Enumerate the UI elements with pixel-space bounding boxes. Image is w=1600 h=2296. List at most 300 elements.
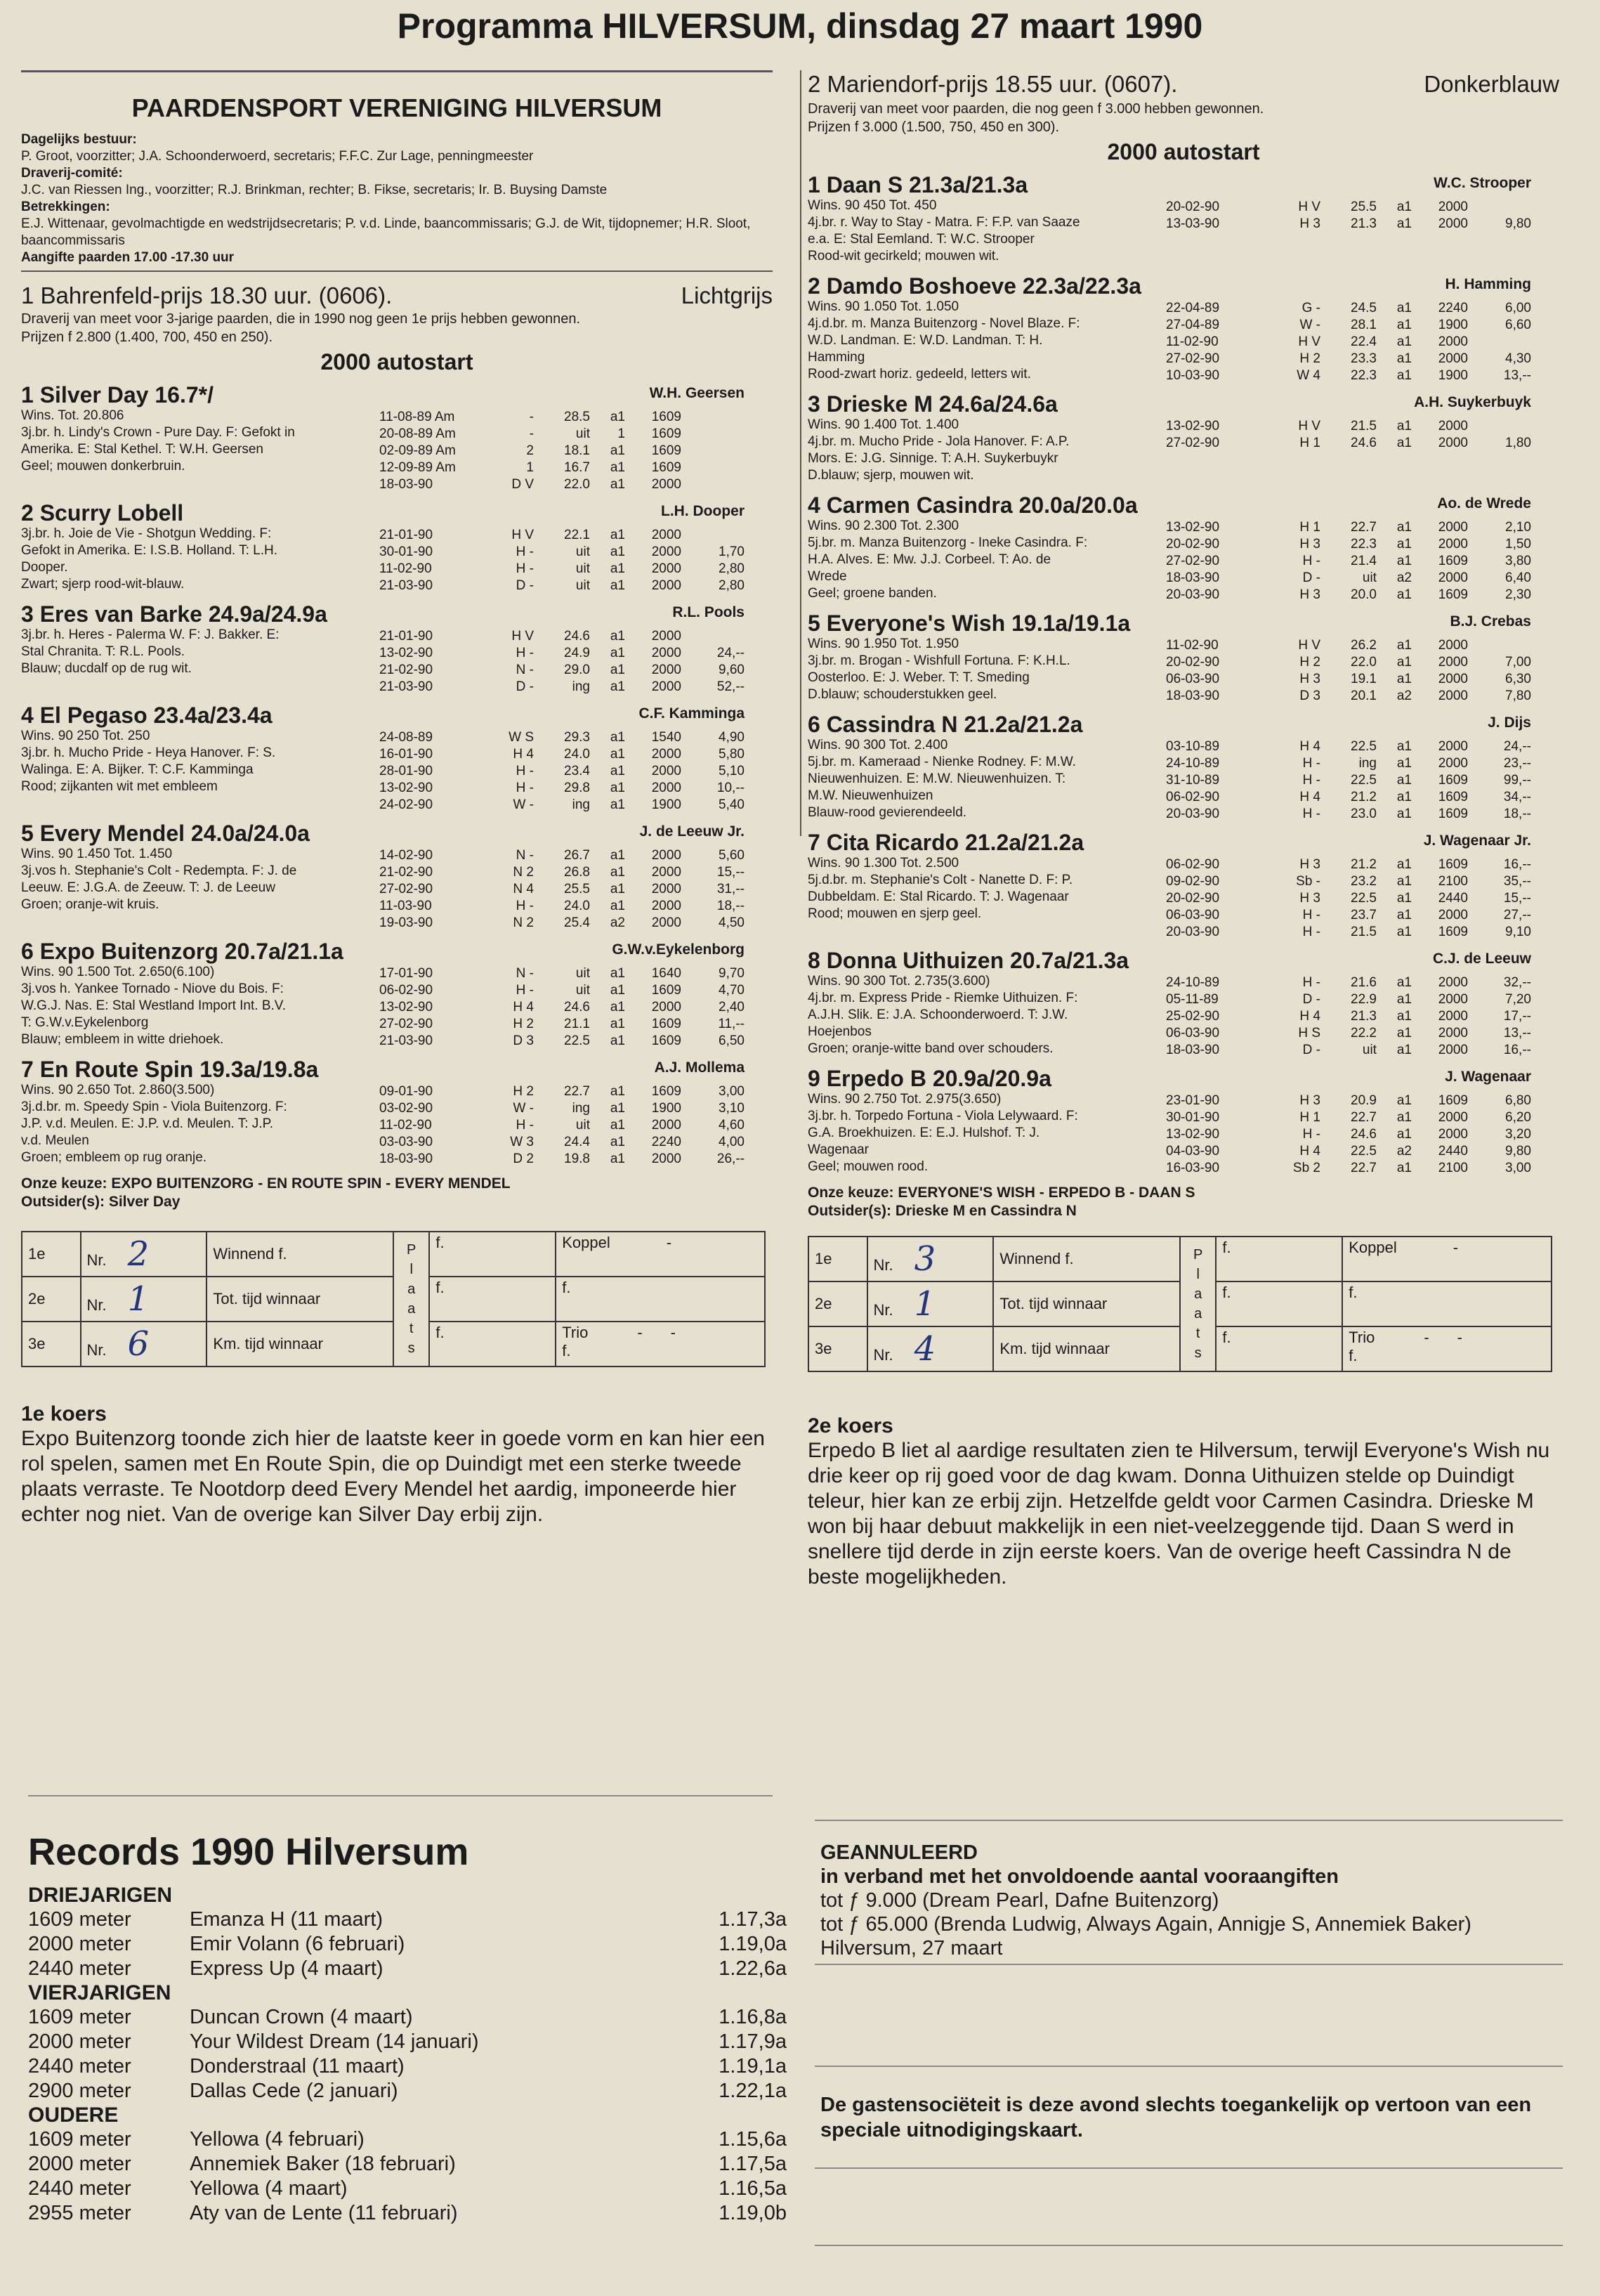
run-row bbox=[379, 881, 745, 898]
extra-cell bbox=[556, 1322, 765, 1366]
run-cell: 1,80 bbox=[1505, 436, 1531, 450]
run-cell bbox=[681, 409, 745, 426]
handwritten-number: 2 bbox=[127, 1234, 150, 1274]
run-row bbox=[379, 797, 745, 814]
horse-info-line: Wins. 90 1.300 Tot. 2.500 bbox=[808, 856, 959, 870]
runs-table bbox=[379, 628, 745, 696]
horse-runs bbox=[379, 1083, 745, 1168]
run-cell: 20-02-90 bbox=[1166, 655, 1220, 670]
horse-info-line: Blauw; embleem in witte driehoek. bbox=[21, 1032, 224, 1047]
run-row bbox=[1166, 856, 1531, 873]
run-cell: 16-03-90 bbox=[1166, 1161, 1220, 1175]
horse-entry bbox=[21, 703, 745, 814]
run-cell: 20.9 bbox=[1351, 1093, 1377, 1108]
run-cell: 4,90 bbox=[719, 730, 745, 745]
run-cell: 17-01-90 bbox=[379, 966, 433, 981]
runs-table bbox=[379, 965, 745, 1050]
run-cell: a1 bbox=[1396, 368, 1412, 383]
run-cell: 24.6 bbox=[564, 629, 590, 644]
horse-info-line: Wins. Tot. 20.806 bbox=[21, 408, 124, 423]
run-cell: 1609 bbox=[1438, 1093, 1468, 1108]
run-cell: 26.7 bbox=[564, 848, 590, 863]
run-row bbox=[379, 1100, 745, 1117]
run-cell: 1 bbox=[526, 460, 534, 475]
run-row bbox=[1166, 738, 1531, 755]
dash: - bbox=[1453, 1239, 1459, 1256]
run-cell: 3,00 bbox=[1505, 1161, 1531, 1175]
run-cell: 13-02-90 bbox=[1166, 520, 1220, 535]
run-cell: 14-02-90 bbox=[379, 848, 433, 863]
run-cell: H 2 bbox=[513, 1084, 534, 1099]
handwritten-number: 1 bbox=[127, 1279, 150, 1319]
run-cell: 30-01-90 bbox=[379, 544, 433, 559]
f-label: f. bbox=[1349, 1347, 1358, 1364]
horse-info-line: Wins. 90 1.450 Tot. 1.450 bbox=[21, 847, 173, 861]
run-cell: 16,-- bbox=[1503, 1043, 1531, 1057]
run-cell: 9,80 bbox=[1505, 216, 1531, 231]
extra-cell bbox=[1342, 1326, 1552, 1371]
record-holder: Annemiek Baker (18 februari) bbox=[190, 2153, 456, 2175]
number-cell bbox=[867, 1281, 994, 1326]
run-cell: H 2 bbox=[513, 1017, 534, 1031]
run-cell: 2000 bbox=[651, 1152, 681, 1166]
race1-title: 1 Bahrenfeld-prijs 18.30 uur. (0606). bbox=[21, 282, 393, 308]
run-cell: N - bbox=[516, 966, 534, 981]
horse-trainer: H. Hamming bbox=[1445, 276, 1531, 292]
race1-horses bbox=[21, 382, 773, 1168]
run-cell: D - bbox=[1302, 992, 1320, 1007]
run-row bbox=[379, 1016, 745, 1033]
horse-info-line: Wins. 90 1.050 Tot. 1.050 bbox=[808, 299, 959, 314]
run-cell: 2000 bbox=[1438, 419, 1468, 433]
extra-cell bbox=[556, 1232, 765, 1277]
run-cell: 20-08-89 Am bbox=[379, 426, 456, 441]
run-row bbox=[379, 1033, 745, 1050]
records-row bbox=[28, 2054, 787, 2079]
run-cell: 1609 bbox=[1438, 925, 1468, 939]
horse-info-line: Wins. 90 250 Tot. 250 bbox=[21, 729, 150, 743]
run-cell: 2,80 bbox=[719, 578, 745, 593]
run-cell bbox=[681, 628, 745, 645]
run-cell: a1 bbox=[610, 1084, 625, 1099]
number-cell bbox=[81, 1322, 207, 1366]
horse-info bbox=[21, 964, 414, 1048]
handwritten-number: 3 bbox=[914, 1239, 936, 1279]
left-separator bbox=[28, 1795, 773, 1796]
run-cell: a1 bbox=[1396, 857, 1412, 872]
run-cell: 2,10 bbox=[1505, 520, 1531, 535]
race1-description: Draverij van meet voor 3-jarige paarden, die in 1990 nog geen 1e prijs hebben gewonnen. bbox=[21, 311, 581, 327]
run-cell: N 4 bbox=[513, 882, 534, 896]
horse-entry bbox=[808, 712, 1531, 823]
run-cell: 06-02-90 bbox=[1166, 790, 1220, 804]
run-cell: 2000 bbox=[651, 1000, 681, 1015]
run-cell: 18,-- bbox=[716, 899, 745, 913]
record-holder: Yellowa (4 februari) bbox=[190, 2128, 365, 2151]
run-cell: H - bbox=[1302, 925, 1320, 939]
run-cell: 2000 bbox=[651, 882, 681, 896]
run-cell: 20-02-90 bbox=[1166, 891, 1220, 906]
run-cell: 2000 bbox=[1438, 638, 1468, 653]
run-cell: 21-01-90 bbox=[379, 528, 433, 542]
horse-info-line: Zwart; sjerp rood-wit-blauw. bbox=[21, 577, 185, 592]
run-cell: 9,60 bbox=[719, 663, 745, 677]
run-cell: 99,-- bbox=[1503, 773, 1531, 788]
run-row bbox=[1166, 553, 1531, 570]
horse-info-line: Hamming bbox=[808, 350, 865, 365]
horse-runs bbox=[1166, 1092, 1531, 1177]
run-cell: uit bbox=[575, 966, 590, 981]
run-row bbox=[1166, 1008, 1531, 1025]
horse-info-line: Rood-zwart horiz. gedeeld, letters wit. bbox=[808, 367, 1031, 381]
horse-info-line: Wins. 90 2.650 Tot. 2.860(3.500) bbox=[21, 1083, 215, 1097]
run-row bbox=[1166, 772, 1531, 789]
horse-info-line: W.D. Landman. E: W.D. Landman. T: H. bbox=[808, 333, 1043, 348]
run-cell: H 1 bbox=[1299, 1110, 1320, 1125]
association-heading: Draverij-comité: bbox=[21, 166, 123, 181]
run-cell: 5,40 bbox=[719, 797, 745, 812]
run-row bbox=[1166, 637, 1531, 654]
run-cell: 22.5 bbox=[564, 1033, 590, 1048]
horse-info-line: 3j.br. h. Torpedo Fortuna - Viola Lelywaard. F: bbox=[808, 1109, 1078, 1123]
run-cell: D V bbox=[511, 477, 534, 492]
plaats-letter: a bbox=[407, 1281, 416, 1297]
run-cell: a1 bbox=[1396, 891, 1412, 906]
run-cell: 23,-- bbox=[1503, 756, 1531, 771]
horse-trainer: J. Wagenaar Jr. bbox=[1423, 833, 1531, 849]
run-cell: 2000 bbox=[651, 646, 681, 660]
run-cell: 21-03-90 bbox=[379, 679, 433, 694]
run-cell: 21.4 bbox=[1351, 554, 1377, 568]
run-cell: 9,10 bbox=[1505, 925, 1531, 939]
association-line bbox=[21, 148, 773, 165]
run-row bbox=[379, 965, 745, 982]
race2-result-table bbox=[808, 1236, 1559, 1372]
horse-info-line: W.G.J. Nas. E: Stal Westland Import Int. B.V. bbox=[21, 998, 286, 1013]
horse-info-line: Blauw-rood gevierendeeld. bbox=[808, 805, 967, 820]
run-cell: 24,-- bbox=[716, 646, 745, 660]
records-row bbox=[28, 1957, 787, 1981]
run-cell: 09-01-90 bbox=[379, 1084, 433, 1099]
horse-runs bbox=[379, 409, 745, 493]
run-cell: 1609 bbox=[651, 426, 681, 441]
run-cell: 2000 bbox=[1438, 655, 1468, 670]
run-cell: 22.1 bbox=[564, 528, 590, 542]
right-column bbox=[808, 70, 1559, 1590]
run-cell: 21-02-90 bbox=[379, 663, 433, 677]
run-cell: 22.3 bbox=[1351, 537, 1377, 552]
run-cell: W - bbox=[513, 797, 534, 812]
horse-info bbox=[808, 417, 1201, 484]
run-cell: 1609 bbox=[1438, 587, 1468, 602]
horse-entry bbox=[21, 382, 745, 493]
run-row bbox=[379, 527, 745, 544]
horse-entry bbox=[808, 830, 1531, 941]
plaats-letter: s bbox=[407, 1341, 415, 1356]
run-cell: W 4 bbox=[1297, 368, 1320, 383]
horse-info-line: 4j.br. r. Way to Stay - Matra. F: F.P. van Saaze bbox=[808, 215, 1080, 230]
run-cell: 1609 bbox=[651, 410, 681, 424]
run-cell: 1609 bbox=[1438, 857, 1468, 872]
run-cell: a1 bbox=[610, 1101, 625, 1116]
horse-trainer: A.J. Mollema bbox=[654, 1059, 745, 1076]
koppel-label: Koppel bbox=[562, 1234, 610, 1251]
run-cell: a1 bbox=[1396, 1043, 1412, 1057]
result-row bbox=[22, 1232, 765, 1277]
run-cell: 19-03-90 bbox=[379, 915, 433, 930]
horse-trainer: W.C. Strooper bbox=[1434, 175, 1531, 191]
runs-table bbox=[1166, 637, 1531, 705]
run-cell: a1 bbox=[1396, 739, 1412, 754]
run-cell: a1 bbox=[1396, 790, 1412, 804]
run-cell: 23.3 bbox=[1351, 351, 1377, 366]
run-cell: H 1 bbox=[1299, 520, 1320, 535]
horse-info-line: Geel; mouwen rood. bbox=[808, 1159, 929, 1174]
run-cell: W - bbox=[513, 1101, 534, 1116]
run-row bbox=[1166, 435, 1531, 452]
horse-info-line: Blauw; ducdalf op de rug wit. bbox=[21, 661, 192, 676]
run-cell: a1 bbox=[610, 646, 625, 660]
run-cell: 22.7 bbox=[564, 1084, 590, 1099]
record-time: 1.17,9a bbox=[719, 2030, 787, 2053]
run-row bbox=[1166, 1109, 1531, 1126]
run-row bbox=[1166, 570, 1531, 587]
record-distance: 1609 meter bbox=[28, 2006, 131, 2028]
horse-entry bbox=[21, 500, 745, 594]
run-cell: 4,60 bbox=[719, 1118, 745, 1133]
race1-prizes: Prijzen f 2.800 (1.400, 700, 450 en 250). bbox=[21, 330, 273, 345]
run-cell: 6,20 bbox=[1505, 1110, 1531, 1125]
records-row bbox=[28, 2005, 787, 2030]
run-cell: 52,-- bbox=[716, 679, 745, 694]
horse-name: 1 Silver Day 16.7*/ bbox=[21, 382, 214, 407]
association-heading: Dagelijks bestuur: bbox=[21, 132, 137, 147]
left-column bbox=[21, 70, 773, 1527]
run-cell: a2 bbox=[1396, 1144, 1412, 1159]
run-cell: 6,60 bbox=[1505, 318, 1531, 332]
run-cell: 06-03-90 bbox=[1166, 908, 1220, 922]
horse-info-line: T: G.W.v.Eykelenborg bbox=[21, 1015, 149, 1030]
horse-info-line: Geel; mouwen donkerbruin. bbox=[21, 459, 185, 474]
section-rule bbox=[21, 270, 773, 272]
run-cell: D - bbox=[1302, 570, 1320, 585]
horse-info-line: Hoejenbos bbox=[808, 1024, 872, 1039]
horse-entry bbox=[808, 1066, 1531, 1177]
run-cell: 22.5 bbox=[1351, 739, 1377, 754]
run-cell: 9,80 bbox=[1505, 1144, 1531, 1159]
run-row bbox=[1166, 300, 1531, 317]
number-cell bbox=[81, 1232, 207, 1277]
association-line bbox=[21, 249, 773, 266]
association-line bbox=[21, 216, 773, 249]
run-cell: 2000 bbox=[1438, 570, 1468, 585]
run-cell: 5,10 bbox=[719, 764, 745, 778]
horse-info-line: 3j.br. h. Heres - Palerma W. F: J. Bakker. E: bbox=[21, 627, 280, 642]
run-row bbox=[1166, 789, 1531, 806]
run-row bbox=[1166, 199, 1531, 216]
run-row bbox=[1166, 873, 1531, 890]
run-cell: 21.5 bbox=[1351, 925, 1377, 939]
plaats-f: f. bbox=[1216, 1326, 1342, 1371]
run-cell: ing bbox=[1358, 756, 1377, 771]
horse-info bbox=[21, 407, 414, 475]
run-cell: 23.2 bbox=[1351, 874, 1377, 889]
result-label: Winnend f. bbox=[993, 1237, 1180, 1281]
runs-table bbox=[379, 1083, 745, 1168]
horse-trainer: B.J. Crebas bbox=[1450, 613, 1531, 630]
runs-table bbox=[379, 409, 745, 493]
run-cell: W 3 bbox=[510, 1135, 534, 1149]
result-label: Winnend f. bbox=[206, 1232, 393, 1277]
runs-table bbox=[1166, 974, 1531, 1059]
nr-label: Nr. bbox=[86, 1341, 107, 1359]
run-cell: H 4 bbox=[1299, 739, 1320, 754]
horse-name: 6 Expo Buitenzorg 20.7a/21.1a bbox=[21, 939, 343, 964]
horse-entry bbox=[808, 611, 1531, 705]
horse-info-line: 5j.br. m. Kameraad - Nienke Rodney. F: M.W. bbox=[808, 755, 1076, 769]
horse-info-line: Groen; embleem op rug oranje. bbox=[21, 1150, 207, 1165]
place-label: 3e bbox=[808, 1326, 867, 1371]
run-cell: a1 bbox=[1396, 908, 1412, 922]
run-cell: H - bbox=[516, 764, 534, 778]
run-cell: 2000 bbox=[1438, 1110, 1468, 1125]
run-cell: W S bbox=[509, 730, 534, 745]
run-row bbox=[1166, 418, 1531, 435]
place-label: 2e bbox=[808, 1281, 867, 1326]
records-row bbox=[28, 2152, 787, 2177]
run-cell: 22.0 bbox=[1351, 655, 1377, 670]
horse-name: 5 Everyone's Wish 19.1a/19.1a bbox=[808, 611, 1131, 636]
run-cell: 13-02-90 bbox=[1166, 1127, 1220, 1142]
horse-trainer: A.H. Suykerbuyk bbox=[1414, 394, 1531, 410]
run-cell: a1 bbox=[1396, 874, 1412, 889]
plaats-letter: P bbox=[1193, 1247, 1203, 1263]
run-cell: H - bbox=[1302, 908, 1320, 922]
records-row bbox=[28, 2030, 787, 2054]
place-label: 3e bbox=[22, 1322, 81, 1366]
plaats-f: f. bbox=[429, 1322, 556, 1366]
records-row bbox=[28, 2201, 787, 2226]
run-row bbox=[379, 544, 745, 561]
run-cell: 1900 bbox=[1438, 368, 1468, 383]
run-cell: a1 bbox=[610, 460, 625, 475]
dash: - bbox=[1424, 1329, 1429, 1346]
run-row bbox=[379, 1151, 745, 1168]
run-cell: 2440 bbox=[1438, 1144, 1468, 1159]
horse-info-line: 3j.br. h. Joie de Vie - Shotgun Wedding. F: bbox=[21, 526, 272, 541]
run-cell: 2,30 bbox=[1505, 587, 1531, 602]
run-cell: H - bbox=[516, 544, 534, 559]
f-label: f. bbox=[562, 1342, 571, 1359]
run-cell: H - bbox=[516, 781, 534, 795]
run-cell bbox=[1468, 637, 1531, 654]
run-cell: H V bbox=[511, 528, 534, 542]
run-row bbox=[1166, 907, 1531, 924]
run-cell: 12-09-89 Am bbox=[379, 460, 456, 475]
run-cell: 2000 bbox=[1438, 689, 1468, 703]
run-cell: 6,50 bbox=[719, 1033, 745, 1048]
run-cell: 20.0 bbox=[1351, 587, 1377, 602]
run-cell: 13,-- bbox=[1503, 368, 1531, 383]
run-cell: D - bbox=[516, 578, 534, 593]
nr-label: Nr. bbox=[86, 1251, 107, 1269]
horse-info-line: Rood; zijkanten wit met embleem bbox=[21, 779, 218, 794]
run-cell: 21.2 bbox=[1351, 857, 1377, 872]
run-cell: 09-02-90 bbox=[1166, 874, 1220, 889]
run-cell: H - bbox=[516, 983, 534, 998]
run-cell: 28.5 bbox=[564, 410, 590, 424]
run-cell: 25.5 bbox=[1351, 200, 1377, 214]
run-cell: a1 bbox=[610, 848, 625, 863]
horse-entry bbox=[808, 273, 1531, 384]
run-cell: H 3 bbox=[1299, 672, 1320, 686]
horse-info-line: Wins. 90 1.400 Tot. 1.400 bbox=[808, 417, 959, 432]
run-row bbox=[379, 898, 745, 915]
run-cell: 21-02-90 bbox=[379, 865, 433, 880]
run-cell: 2000 bbox=[1438, 200, 1468, 214]
plaats-letter: P bbox=[406, 1242, 417, 1258]
run-cell: a1 bbox=[610, 747, 625, 762]
horse-trainer: L.H. Dooper bbox=[661, 503, 745, 519]
association-line bbox=[21, 199, 773, 216]
run-cell: 2000 bbox=[1438, 334, 1468, 349]
record-time: 1.22,6a bbox=[719, 1957, 787, 1980]
run-cell: a1 bbox=[610, 1135, 625, 1149]
run-cell: 1609 bbox=[651, 443, 681, 458]
run-cell: 2000 bbox=[651, 663, 681, 677]
run-cell: 2000 bbox=[1438, 908, 1468, 922]
run-row bbox=[1166, 351, 1531, 367]
run-cell: 10,-- bbox=[716, 781, 745, 795]
run-cell: a1 bbox=[610, 899, 625, 913]
run-cell: 27-02-90 bbox=[1166, 554, 1220, 568]
run-cell: 06-03-90 bbox=[1166, 1026, 1220, 1041]
race2-color: Donkerblauw bbox=[1424, 71, 1559, 97]
cancelled-line-2: tot ƒ 65.000 (Brenda Ludwig, Always Again, Annigje S, Annemiek Baker) bbox=[820, 1913, 1471, 1936]
horse-info-line: e.a. E: Stal Eemland. T: W.C. Strooper bbox=[808, 232, 1035, 247]
run-cell: 22.3 bbox=[1351, 368, 1377, 383]
horse-info bbox=[808, 973, 1201, 1057]
run-cell: 18-03-90 bbox=[1166, 570, 1220, 585]
run-cell: a1 bbox=[1396, 1009, 1412, 1024]
runs-table bbox=[1166, 199, 1531, 233]
result-label: Tot. tijd winnaar bbox=[206, 1277, 393, 1322]
records-title: Records 1990 Hilversum bbox=[28, 1831, 469, 1873]
run-cell: 4,30 bbox=[1505, 351, 1531, 366]
run-cell: 22.7 bbox=[1351, 1161, 1377, 1175]
horse-info bbox=[808, 737, 1201, 821]
run-cell: 2100 bbox=[1438, 1161, 1468, 1175]
run-row bbox=[379, 628, 745, 645]
run-cell: 13-02-90 bbox=[379, 646, 433, 660]
run-row bbox=[1166, 671, 1531, 688]
runs-table bbox=[1166, 738, 1531, 823]
run-cell: 2,40 bbox=[719, 1000, 745, 1015]
horse-name: 4 Carmen Casindra 20.0a/20.0a bbox=[808, 493, 1138, 518]
record-holder: Emanza H (11 maart) bbox=[190, 1908, 383, 1931]
nr-label: Nr. bbox=[873, 1301, 893, 1319]
run-cell: 06-03-90 bbox=[1166, 672, 1220, 686]
run-cell: a1 bbox=[610, 528, 625, 542]
record-holder: Your Wildest Dream (14 januari) bbox=[190, 2030, 479, 2053]
result-table bbox=[808, 1236, 1552, 1372]
run-cell: 15,-- bbox=[716, 865, 745, 880]
run-cell: 2000 bbox=[651, 528, 681, 542]
record-time: 1.17,5a bbox=[719, 2153, 787, 2175]
result-row bbox=[808, 1237, 1552, 1281]
horse-info-line: Wins. 90 1.500 Tot. 2.650(6.100) bbox=[21, 965, 215, 979]
horse-info-line: Rood; mouwen en sjerp geel. bbox=[808, 906, 982, 921]
